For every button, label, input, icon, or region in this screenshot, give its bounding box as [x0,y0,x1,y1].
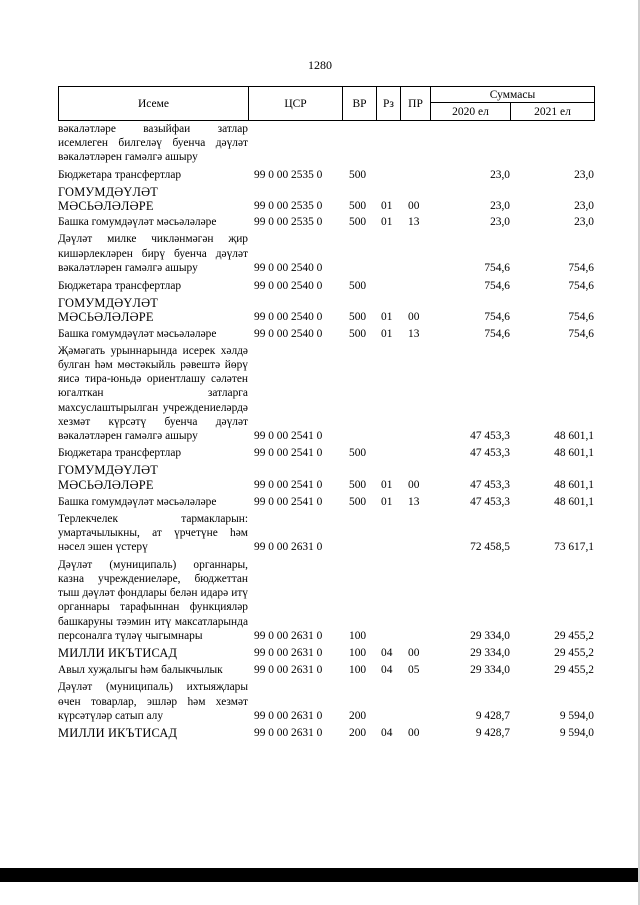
row-sum-2021: 9 594,0 [559,709,594,722]
row-csr: 99 0 00 2631 0 [254,646,323,659]
row-pr: 00 [408,478,420,491]
row-csr: 99 0 00 2541 0 [254,447,323,460]
table-row [58,558,594,643]
row-sum-2020: 47 453,3 [470,495,510,508]
row-pr: 05 [408,664,420,677]
row-sum-2021: 48 601,1 [554,447,594,460]
row-name: ГОМУМДӘҮЛӘТ МӘСЬӘЛӘЛӘРЕ [58,296,159,325]
row-sum-2021: 9 594,0 [559,726,594,739]
row-sum-2020: 23,0 [490,168,510,181]
table-row [58,185,594,213]
row-sum-2021: 48 601,1 [554,478,594,491]
row-rz: 04 [381,646,393,659]
row-sum-2020: 754,6 [484,280,510,293]
row-sum-2020: 754,6 [484,261,510,274]
row-sum-2020: 72 458,5 [470,541,510,554]
row-csr: 99 0 00 2631 0 [254,726,323,739]
row-name: МИЛЛИ ИКЪТИСАД [58,725,178,740]
table-row [58,122,594,165]
row-sum-2020: 47 453,3 [470,430,510,443]
row-sum-2020: 29 334,0 [470,646,510,659]
header-rz: Рз [377,87,401,121]
row-vr: 500 [349,168,367,181]
header-year-2021: 2021 ел [511,103,595,121]
row-vr: 500 [349,495,367,508]
row-rz: 04 [381,664,393,677]
table-row [58,495,594,509]
row-sum-2020: 754,6 [484,327,510,340]
row-sum-2021: 29 455,2 [554,664,594,677]
row-vr: 500 [349,280,367,293]
header-csr: ЦСР [249,87,343,121]
row-name: Башка гомумдәүләт мәсьәләләре [58,495,217,508]
row-name: Бюджетара трансфертлар [58,168,182,181]
table-row [58,327,594,341]
row-pr: 00 [408,311,420,324]
row-sum-2020: 47 453,3 [470,447,510,460]
header-vr: ВР [343,87,377,121]
row-pr: 00 [408,646,420,659]
row-sum-2021: 23,0 [574,168,594,181]
table-row [58,646,594,660]
row-rz: 01 [381,478,393,491]
header-year-2020: 2020 ел [431,103,511,121]
table-row [58,232,594,275]
row-vr: 200 [349,726,367,739]
row-sum-2021: 23,0 [574,216,594,229]
row-sum-2021: 754,6 [568,311,594,324]
table-row [58,726,594,740]
row-sum-2020: 29 334,0 [470,664,510,677]
row-name: Башка гомумдәүләт мәсьәләләре [58,216,217,229]
row-csr: 99 0 00 2541 0 [254,430,323,443]
table-row [58,344,594,443]
row-csr: 99 0 00 2631 0 [254,541,323,554]
table-body [58,122,594,743]
row-sum-2021: 48 601,1 [554,495,594,508]
row-pr: 13 [408,327,420,340]
row-name: МИЛЛИ ИКЪТИСАД [58,645,178,660]
row-csr: 99 0 00 2541 0 [254,495,323,508]
row-rz: 01 [381,311,393,324]
row-sum-2021: 23,0 [574,200,594,213]
row-name: Дәүләт милке чикләнмәгән җир кишәрлекләрен бирү буенча дәүләт вәкаләтләрен гамәлгә ашыру [58,233,248,274]
row-name: ГОМУМДӘҮЛӘТ МӘСЬӘЛӘЛӘРЕ [58,184,159,214]
table-row [58,279,594,293]
row-vr: 100 [349,664,367,677]
row-csr: 99 0 00 2631 0 [254,664,323,677]
row-rz: 01 [381,216,393,229]
row-pr: 00 [408,726,420,739]
row-sum-2020: 9 428,7 [475,726,510,739]
row-sum-2020: 47 453,3 [470,478,510,491]
row-sum-2021: 29 455,2 [554,629,594,642]
row-vr: 500 [349,216,367,229]
header-pr: ПР [401,87,431,121]
row-vr: 200 [349,709,367,722]
row-csr: 99 0 00 2540 0 [254,311,323,324]
row-vr: 500 [349,447,367,460]
row-sum-2020: 29 334,0 [470,629,510,642]
row-csr: 99 0 00 2535 0 [254,200,323,213]
row-vr: 100 [349,629,367,642]
row-sum-2020: 23,0 [490,216,510,229]
row-sum-2020: 9 428,7 [475,709,510,722]
row-rz: 01 [381,327,393,340]
row-rz: 01 [381,495,393,508]
table-row [58,512,594,555]
row-csr: 99 0 00 2535 0 [254,168,323,181]
row-csr: 99 0 00 2541 0 [254,478,323,491]
row-vr: 500 [349,200,367,213]
row-name: Дәүләт (муниципаль) ихтыяҗлары өчен товарлар, эшләр һәм хезмәт күрсәтүләр сатып алу [58,681,248,722]
row-csr: 99 0 00 2631 0 [254,629,323,642]
page-number: 1280 [308,58,332,72]
row-sum-2021: 754,6 [568,261,594,274]
row-pr: 00 [408,200,420,213]
row-name: Бюджетара трансфертлар [58,447,182,460]
scan-border-bottom [0,868,640,882]
row-rz: 01 [381,200,393,213]
table-header [58,86,595,121]
row-name: Бюджетара трансфертлар [58,280,182,293]
row-csr: 99 0 00 2540 0 [254,280,323,293]
row-vr: 500 [349,311,367,324]
row-name: Дәүләт (муниципаль) органнары, казна учреждениеләре, бюджеттан тыш дәүләт фондлары белән идарә итү органнары тарафыннан функцияләр башкаруны тәэмин итү максатларында персоналга түләү чыгымнары [58,558,248,642]
row-pr: 13 [408,495,420,508]
row-name: Башка гомумдәүләт мәсьәләләре [58,327,217,340]
row-sum-2021: 73 617,1 [554,541,594,554]
row-csr: 99 0 00 2540 0 [254,261,323,274]
row-sum-2021: 48 601,1 [554,430,594,443]
row-csr: 99 0 00 2631 0 [254,709,323,722]
table-row [58,446,594,460]
row-vr: 100 [349,646,367,659]
row-vr: 500 [349,478,367,491]
row-sum-2020: 754,6 [484,311,510,324]
row-rz: 04 [381,726,393,739]
row-sum-2021: 754,6 [568,280,594,293]
row-vr: 500 [349,327,367,340]
row-name: вәкаләтләре вазыйфаи затлар исемлеген билгеләү буенча дәүләт вәкаләтләрен гамәлгә ашыру [58,123,248,164]
row-sum-2021: 29 455,2 [554,646,594,659]
row-name: Җәмәгать урыннарында исерек хәлдә булган һәм мөстәкыйль рәвештә йөрү яисә тира-юньдә ориентлашу сәләтен югалткан затларга махсуслаштырылган учреждениеләрдә хезмәт күрсәтү буенча дәүләт вәкаләтләрен гамәлгә ашыру [58,344,248,443]
row-pr: 13 [408,216,420,229]
row-csr: 99 0 00 2540 0 [254,327,323,340]
row-csr: 99 0 00 2535 0 [254,216,323,229]
row-sum-2021: 754,6 [568,327,594,340]
header-name: Исеме [59,87,249,121]
table-row [58,168,594,182]
table-row [58,680,594,723]
table-row [58,296,594,324]
row-name: ГОМУМДӘҮЛӘТ МӘСЬӘЛӘЛӘРЕ [58,463,159,492]
row-name: Авыл хуҗалыгы һәм балыкчылык [58,664,223,677]
header-sums: Суммасы [431,87,595,103]
table-row [58,215,594,229]
table-row [58,663,594,677]
row-name: Терлекчелек тармакларын: умартачылыкны, ат үрчетүне һәм нәсел эшен үстерү [58,513,248,554]
row-sum-2020: 23,0 [490,200,510,213]
table-row [58,463,594,491]
